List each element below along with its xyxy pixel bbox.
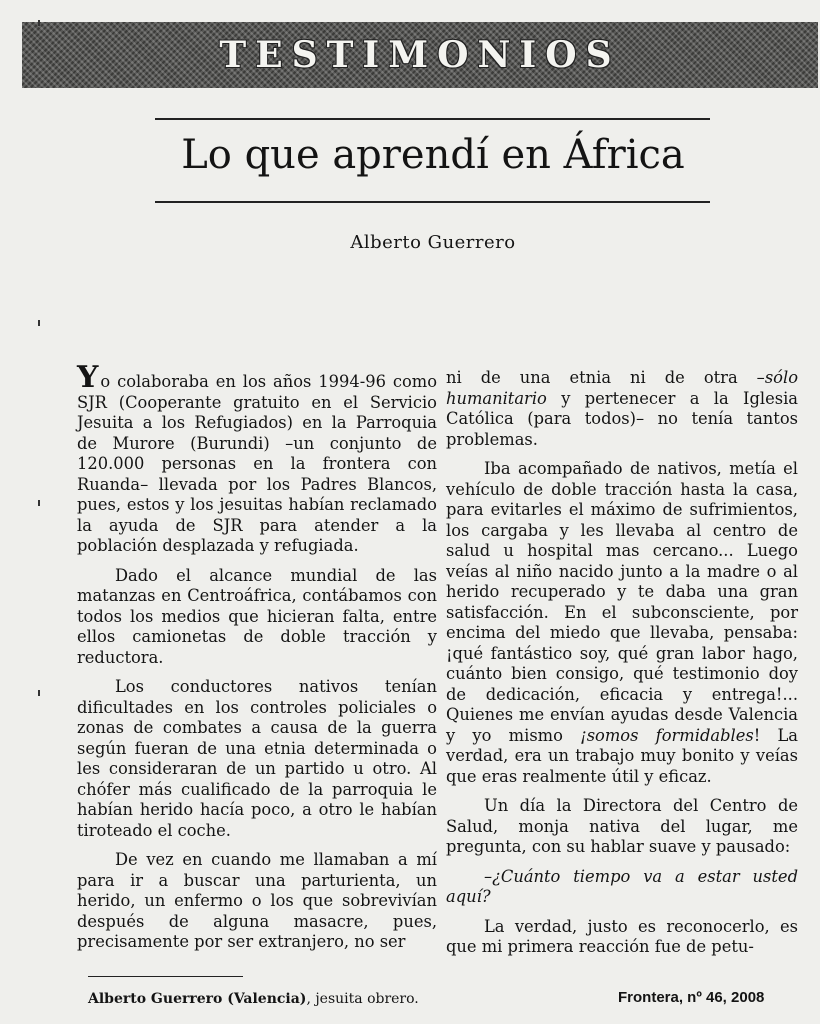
paragraph-text: Iba acompañado de nativos, metía el vehículo de doble tracción hasta la casa, para evitarles el máximo de sufrimientos, los cargaba y les llevaba al centro de salud u hospital mas cercano... Luego veías al niño nacido junto a la madre o al herido recuperado y te daba una gran satisfacción. En el subconsciente, por encima del miedo que llevaba, pensaba: ¡qué fantástico soy, qué gran labor hago, cuánto bien consigo, qué testimonio doy de dedicación, eficacia y entrega!... Quienes me envían ayudas desde Valencia y yo mismo	[446, 459, 798, 745]
italic-text: –¿Cuánto tiempo va a estar usted aquí?	[446, 866, 798, 906]
margin-mark	[38, 20, 40, 26]
paragraph-text: o colaboraba en los años 1994-96 como SJR (Cooperante gratuito en el Servicio Jesuita a los Refugiados) en la Parroquia de Murore (Burundi) –un conjunto de 120.000 personas en la frontera con Ruanda– llevada por los Padres Blancos, pues, estos y los jesuitas habían reclamado la ayuda de SJR para atender a la población desplazada y refugiada.	[77, 372, 437, 555]
right-column	[446, 368, 798, 967]
paragraph	[446, 459, 798, 787]
section-banner	[22, 22, 818, 88]
margin-mark	[38, 690, 40, 696]
article-title: Lo que aprendí en África	[181, 132, 685, 178]
paragraph	[446, 368, 798, 450]
paragraph: De vez en cuando me llamaban a mí para ir a buscar una parturienta, un herido, un enfermo o los que sobrevivían después de alguna masacre, pues, precisamente por ser extranjero, no ser	[77, 850, 437, 951]
italic-text: ¡somos formidables	[580, 725, 754, 745]
article-author: Alberto Guerrero	[350, 232, 516, 253]
paragraph: Un día la Directora del Centro de Salud, monja nativa del lugar, me pregunta, con su hablar suave y pausado:	[446, 796, 798, 856]
paragraph: Los conductores nativos tenían dificultades en los controles policiales o zonas de combates a causa de la guerra según fueran de una etnia determinada o les consideraran de un partido u otro. Al chófer más cualificado de la parroquia le habían herido hacía poco, a otro le habían tiroteado el coche.	[77, 677, 437, 840]
paragraph	[446, 867, 798, 908]
author-footnote	[88, 991, 419, 1007]
paragraph-text: y pertenecer a la Iglesia Católica (para todos)– no tenía tantos problemas.	[446, 388, 798, 449]
title-rule-top	[155, 118, 710, 120]
footnote-rule	[88, 976, 243, 977]
section-title: TESTIMONIOS	[219, 34, 621, 76]
paragraph: La verdad, justo es reconocerlo, es que mi primera reacción fue de petu-	[446, 916, 798, 956]
footnote-text: , jesuita obrero.	[306, 991, 419, 1007]
source-citation: Frontera, nº 46, 2008	[618, 989, 765, 1006]
paragraph	[77, 360, 437, 557]
margin-mark	[38, 320, 40, 326]
paragraph-text: ! La verdad, era un trabajo muy bonito y veías que eras realmente útil y eficaz.	[446, 725, 798, 786]
title-rule-bottom	[155, 201, 710, 203]
drop-cap: Y	[77, 360, 99, 395]
left-column	[77, 360, 437, 962]
paragraph: Dado el alcance mundial de las matanzas en Centroáfrica, contábamos con todos los medios que hicieran falta, entre ellos camionetas de doble tracción y reductora.	[77, 565, 437, 667]
paragraph-text: ni de una etnia ni de otra –	[446, 368, 765, 387]
italic-text: sólo humanitario	[446, 368, 798, 408]
footnote-name: Alberto Guerrero (Valencia)	[88, 991, 307, 1007]
margin-mark	[38, 500, 40, 506]
